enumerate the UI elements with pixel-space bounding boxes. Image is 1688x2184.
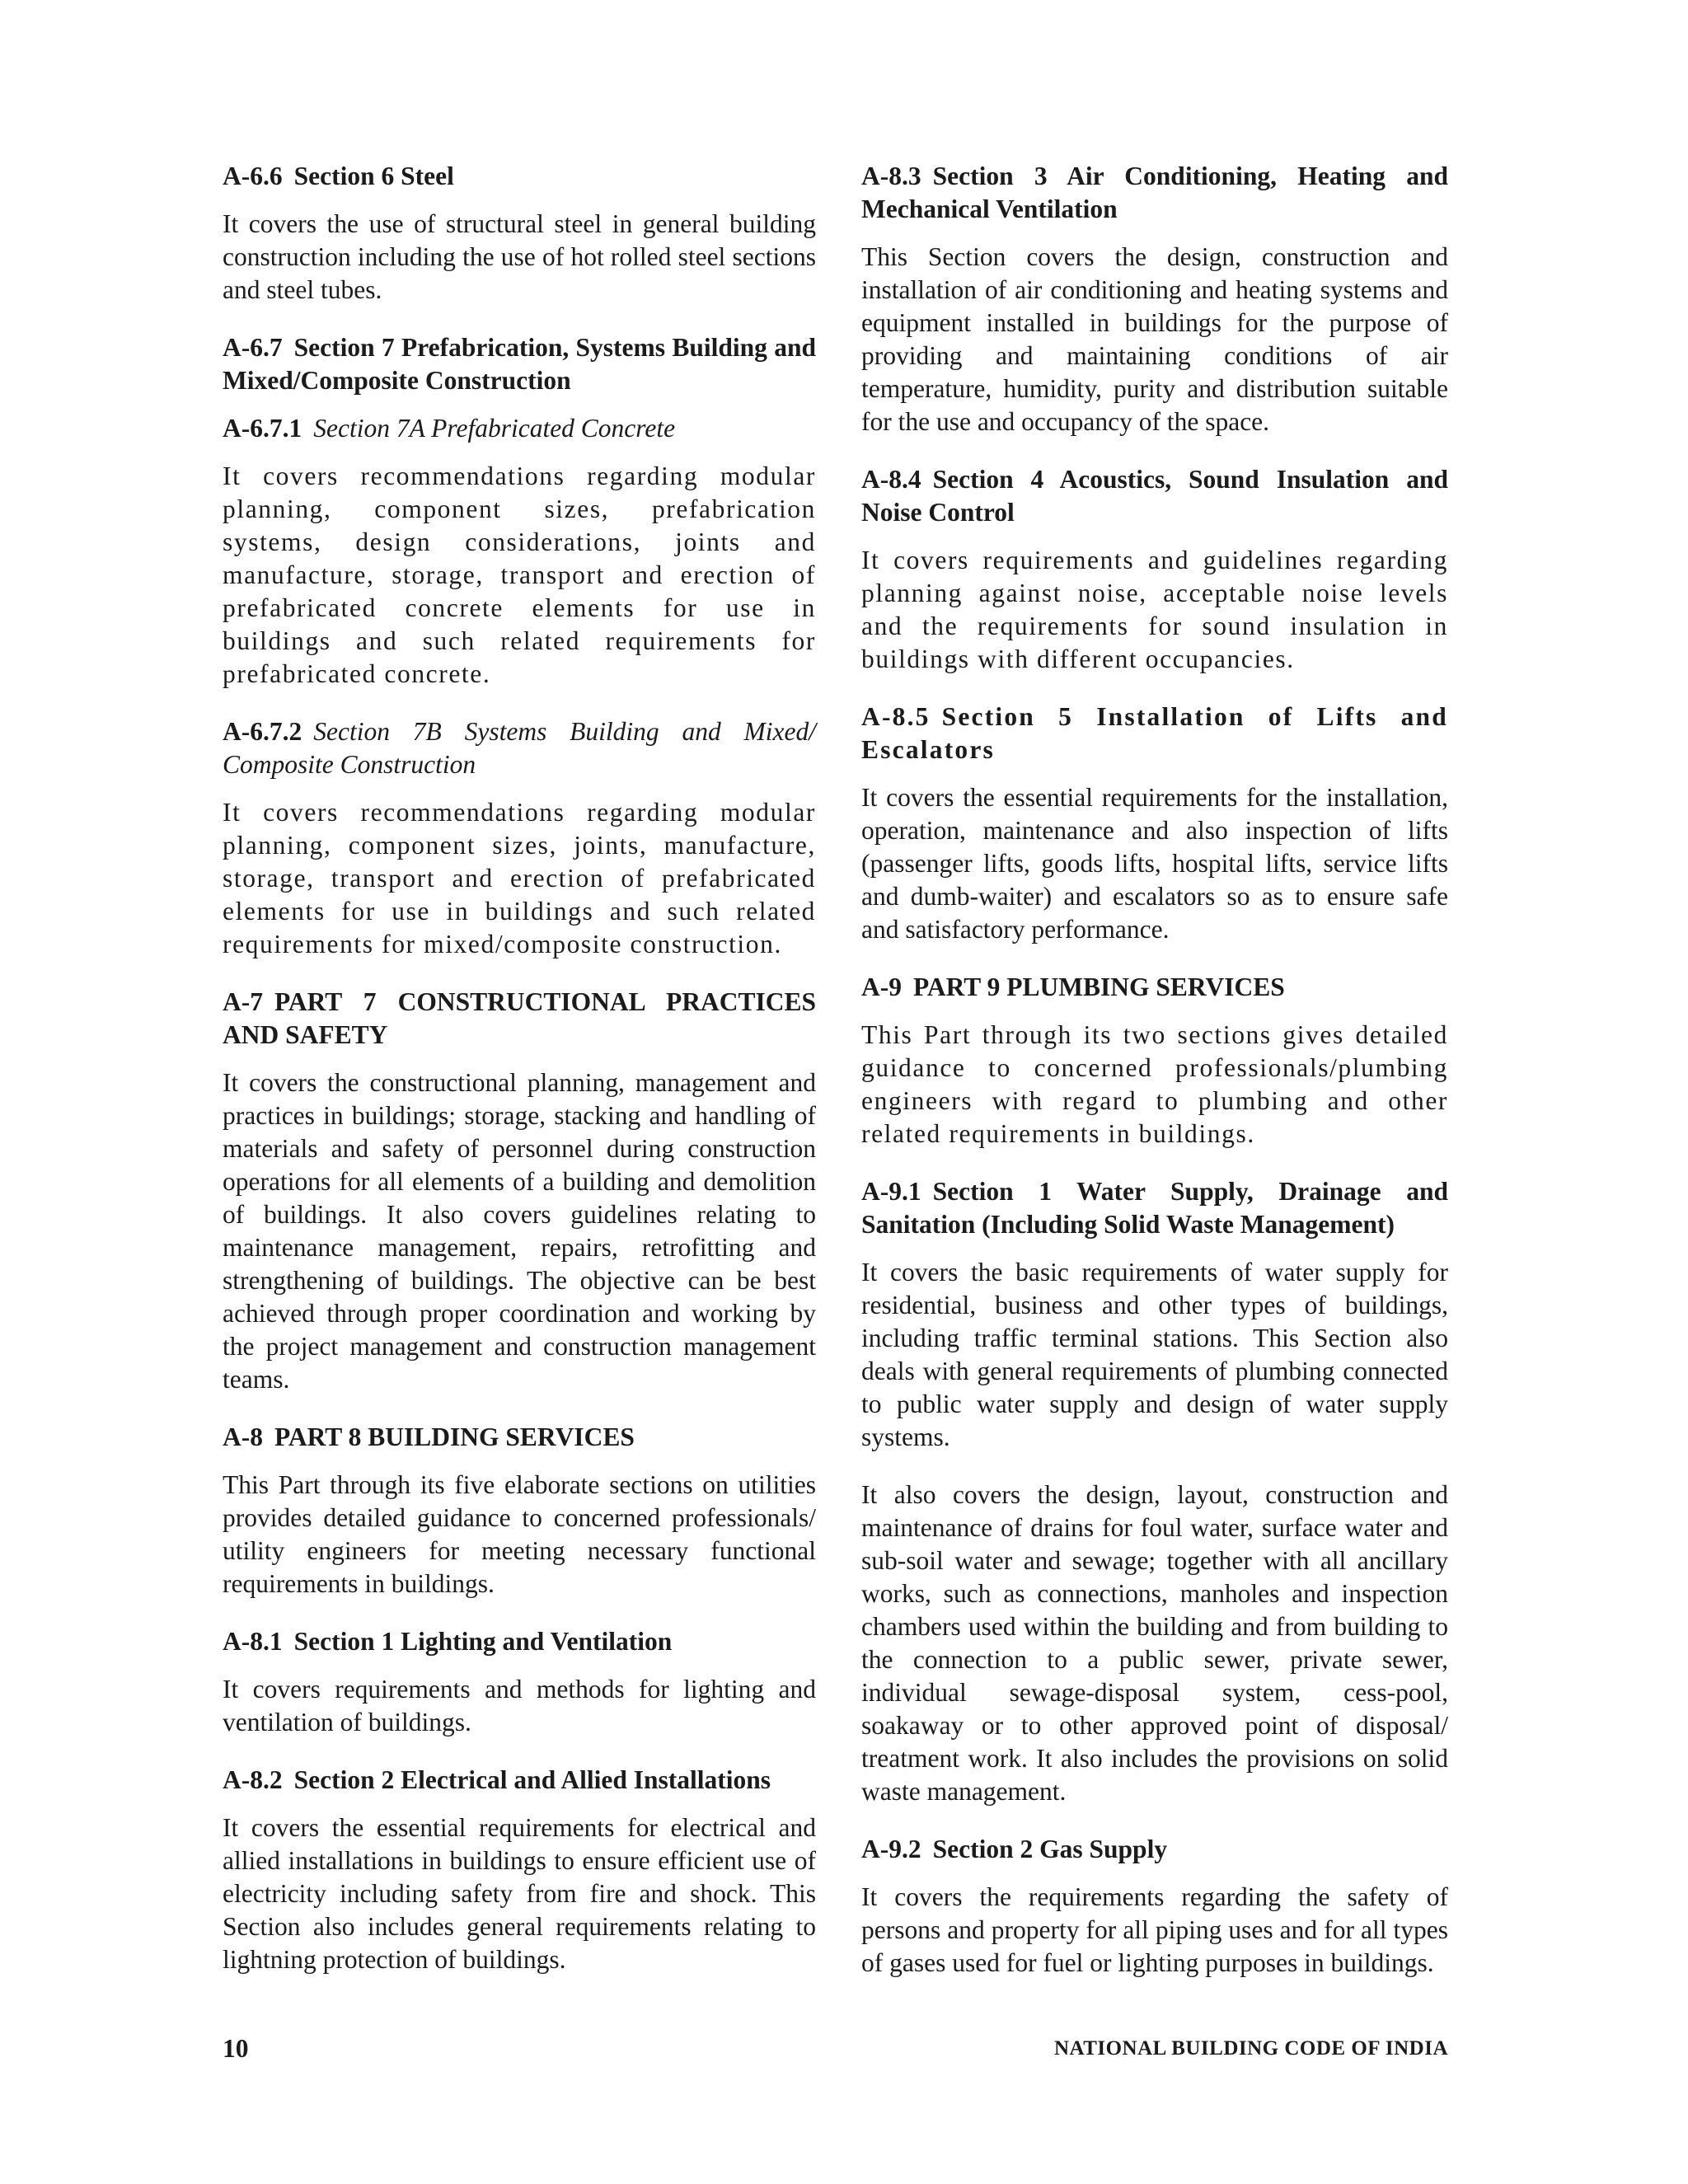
section-heading [223,1625,816,1658]
section-number: A-6.7 [223,333,283,362]
left-column [223,160,816,2001]
section-number: A-6.7.1 [223,414,302,443]
right-column [861,160,1448,2004]
section-heading [861,160,1448,226]
section-title: Section 6 Steel [293,162,454,190]
page-footer [223,2034,1448,2067]
part-heading [223,986,816,1052]
running-title: NATIONAL BUILDING CODE OF INDIA [1053,2037,1448,2060]
paragraph: It covers the use of structural steel in general building construction including the use of hot rolled steel sections and steel tubes. [223,209,816,304]
paragraph: This Part through its two sections gives detailed guidance to concerned professionals/plumbing engineers with regard to plumbing and other related requirements in buildings. [861,1020,1448,1148]
section-title: Section 7B Systems Building and Mixed/ Composite Construction [223,717,816,779]
section-heading [861,1833,1448,1866]
subsection-heading [223,412,816,445]
section-title: Section 3 Air Conditioning, Heating and Mechanical Ventilation [861,162,1448,223]
section-number: A-8.4 [861,465,921,494]
section-number: A-8.2 [223,1765,283,1794]
section-title: Section 1 Water Supply, Drainage and Sanitation (Including Solid Waste Management) [861,1177,1448,1239]
section-title: Section 7A Prefabricated Concrete [313,414,676,443]
paragraph: It covers requirements and methods for lighting and ventilation of buildings. [223,1675,816,1736]
section-number: A-8.3 [861,162,921,190]
section-number: A-9.1 [861,1177,921,1206]
section-heading [223,331,816,397]
section-title: Section 4 Acoustics, Sound Insulation and Noise Control [861,465,1448,527]
paragraph: It covers the requirements regarding the safety of persons and property for all piping uses and for all types of gases used for fuel or lighting purposes in buildings. [861,1882,1448,1977]
part-heading [861,971,1448,1004]
section-number: A-7 [223,987,263,1016]
section-number: A-8.1 [223,1627,283,1656]
section-heading [223,160,816,193]
section-title: Section 1 Lighting and Ventilation [293,1627,673,1656]
section-number: A-9 [861,972,902,1001]
section-title: PART 9 PLUMBING SERVICES [913,972,1285,1001]
paragraph: It covers recommendations regarding modular planning, component sizes, prefabrication systems, design considerations, joints and manufacture, storage, transport and erection of prefabricated concrete elements for use in buildings and such related requirements for prefabricated concrete. [223,462,816,688]
paragraph: It covers requirements and guidelines regarding planning against noise, acceptable noise levels and the requirements for sound insulation in buildings with different occupancies. [861,546,1448,673]
paragraph: This Part through its five elaborate sections on utilities provides detailed guidance to concerned professionals/ utility engineers for meeting necessary functional requirements in buildings. [223,1470,816,1598]
section-heading [223,1764,816,1797]
section-title: PART 7 CONSTRUCTIONAL PRACTICES AND SAFETY [223,987,816,1049]
section-title: Section 5 Installation of Lifts and Escalators [861,702,1448,764]
paragraph: It covers the essential requirements for electrical and allied installations in buildings to ensure efficient use of electricity including safety from fire and shock. This Section also includes general requirements relating to lightning protection of buildings. [223,1813,816,1974]
paragraph: This Section covers the design, construction and installation of air conditioning and heating systems and equipment installed in buildings for the purpose of providing and maintaining conditions of air temperature, humidity, purity and distribution suitable for the use and occupancy of the space. [861,242,1448,436]
section-title: Section 7 Prefabrication, Systems Building and Mixed/Composite Construction [223,333,816,395]
section-number: A-6.7.2 [223,717,302,746]
part-heading [223,1421,816,1454]
section-title: Section 2 Electrical and Allied Installations [293,1765,771,1794]
section-heading [861,1175,1448,1241]
section-title: PART 8 BUILDING SERVICES [274,1422,635,1451]
paragraph: It covers the constructional planning, management and practices in buildings; storage, stacking and handling of materials and safety of personnel during construction operations for all elements of a building and demolition of buildings. It also covers guidelines relating to maintenance management, repairs, retrofitting and strengthening of buildings. The objective can be best achieved through proper coordination and working by the project management and construction management teams. [223,1068,816,1394]
section-number: A-6.6 [223,162,283,190]
section-number: A-8 [223,1422,263,1451]
section-number: A-9.2 [861,1835,921,1863]
paragraph: It also covers the design, layout, construction and maintenance of drains for foul water, surface water and sub-soil water and sewage; together with all ancillary works, such as connections, manholes and inspection chambers used within the building and from building to the connection to a public sewer, private sewer, individual sewage-disposal system, cess-pool, soakaway or to other approved point of disposal/ treatment work. It also includes the provisions on solid waste management. [861,1480,1448,1806]
subsection-heading [223,715,816,781]
paragraph: It covers the essential requirements for the installation, operation, maintenance and also inspection of lifts (passenger lifts, goods lifts, hospital lifts, service lifts and dumb-waiter) and escalators so as to ensure safe and satisfactory performance. [861,783,1448,944]
section-heading [861,463,1448,529]
paragraph: It covers recommendations regarding modular planning, component sizes, joints, manufacture, storage, transport and erection of prefabricated elements for use in buildings and such related requirements for mixed/composite construction. [223,798,816,958]
section-heading [861,701,1448,766]
section-number: A-8.5 [861,702,931,731]
section-title: Section 2 Gas Supply [932,1835,1168,1863]
paragraph: It covers the basic requirements of water supply for residential, business and other types of buildings, including traffic terminal stations. This Section also deals with general requirements of plumbing connected to public water supply and design of water supply systems. [861,1258,1448,1451]
page-number: 10 [223,2034,249,2063]
